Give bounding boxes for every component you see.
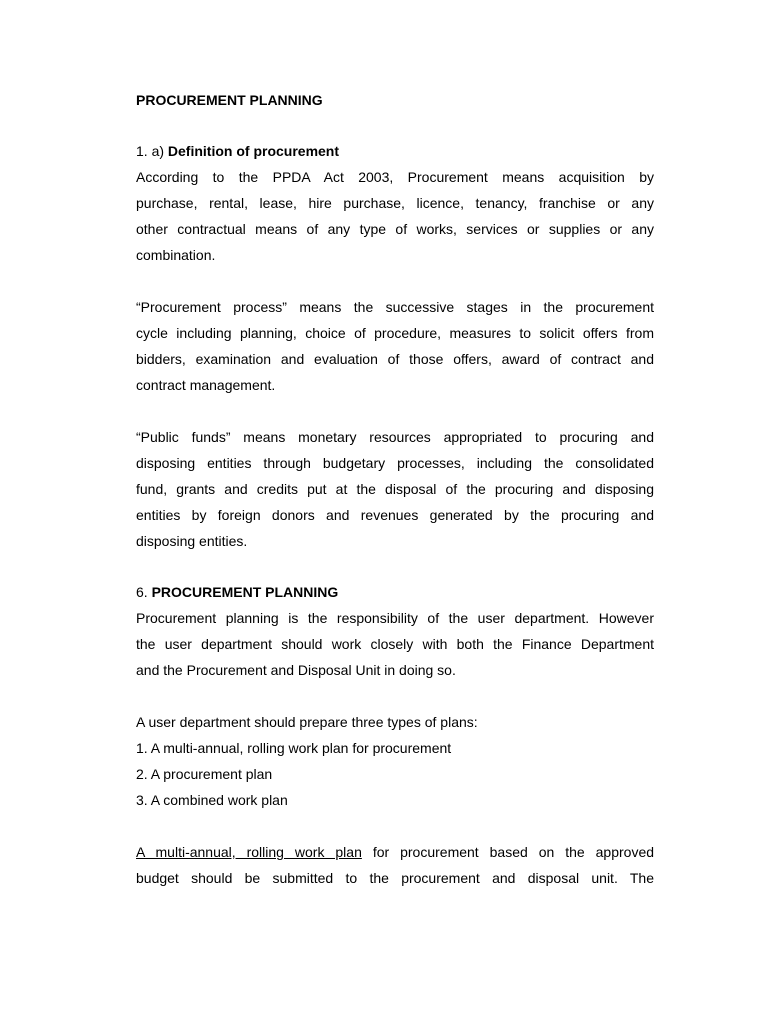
section-1-number: 1. a)	[136, 143, 168, 159]
paragraph-line: budget should be submitted to the procurement and disposal unit. The	[136, 870, 654, 886]
paragraph-line: combination.	[136, 247, 216, 263]
paragraph-line: disposing entities.	[136, 533, 248, 549]
paragraph-line: disposing entities through budgetary processes, including the consolidated	[136, 455, 654, 471]
list-item: 2. A procurement plan	[136, 766, 273, 782]
paragraph-line: fund, grants and credits put at the disposal of the procuring and disposing	[136, 481, 654, 497]
paragraph-line: bidders, examination and evaluation of those offers, award of contract and	[136, 351, 654, 367]
paragraph-line: cycle including planning, choice of procedure, measures to solicit offers from	[136, 325, 654, 341]
paragraph-line: “Procurement process” means the successive stages in the procurement	[136, 299, 654, 315]
paragraph-line-rest: for procurement based on the approved	[361, 844, 655, 860]
underlined-term: A multi-annual, rolling work plan	[136, 844, 362, 860]
section-6-heading	[136, 579, 654, 605]
section-1-heading	[136, 138, 654, 164]
section-6-title: PROCUREMENT PLANNING	[151, 584, 339, 600]
section-6-number: 6.	[136, 584, 152, 600]
document-title: PROCUREMENT PLANNING	[136, 92, 323, 108]
paragraph-line	[136, 839, 654, 865]
paragraph-line: contract management.	[136, 377, 276, 393]
paragraph-line: other contractual means of any type of works, services or supplies or any	[136, 221, 654, 237]
paragraph-line: Procurement planning is the responsibility of the user department. However	[136, 610, 654, 626]
paragraph-line: and the Procurement and Disposal Unit in doing so.	[136, 662, 456, 678]
paragraph-line: purchase, rental, lease, hire purchase, licence, tenancy, franchise or any	[136, 195, 654, 211]
section-1-title: Definition of procurement	[167, 143, 340, 159]
paragraph-line: entities by foreign donors and revenues generated by the procuring and	[136, 507, 654, 523]
paragraph-line: the user department should work closely with both the Finance Department	[136, 636, 654, 652]
list-item: 3. A combined work plan	[136, 792, 288, 808]
paragraph-line: According to the PPDA Act 2003, Procurement means acquisition by	[136, 169, 654, 185]
paragraph-line: “Public funds” means monetary resources appropriated to procuring and	[136, 429, 654, 445]
list-item: 1. A multi-annual, rolling work plan for procurement	[136, 740, 452, 756]
plans-intro: A user department should prepare three types of plans:	[136, 714, 478, 730]
